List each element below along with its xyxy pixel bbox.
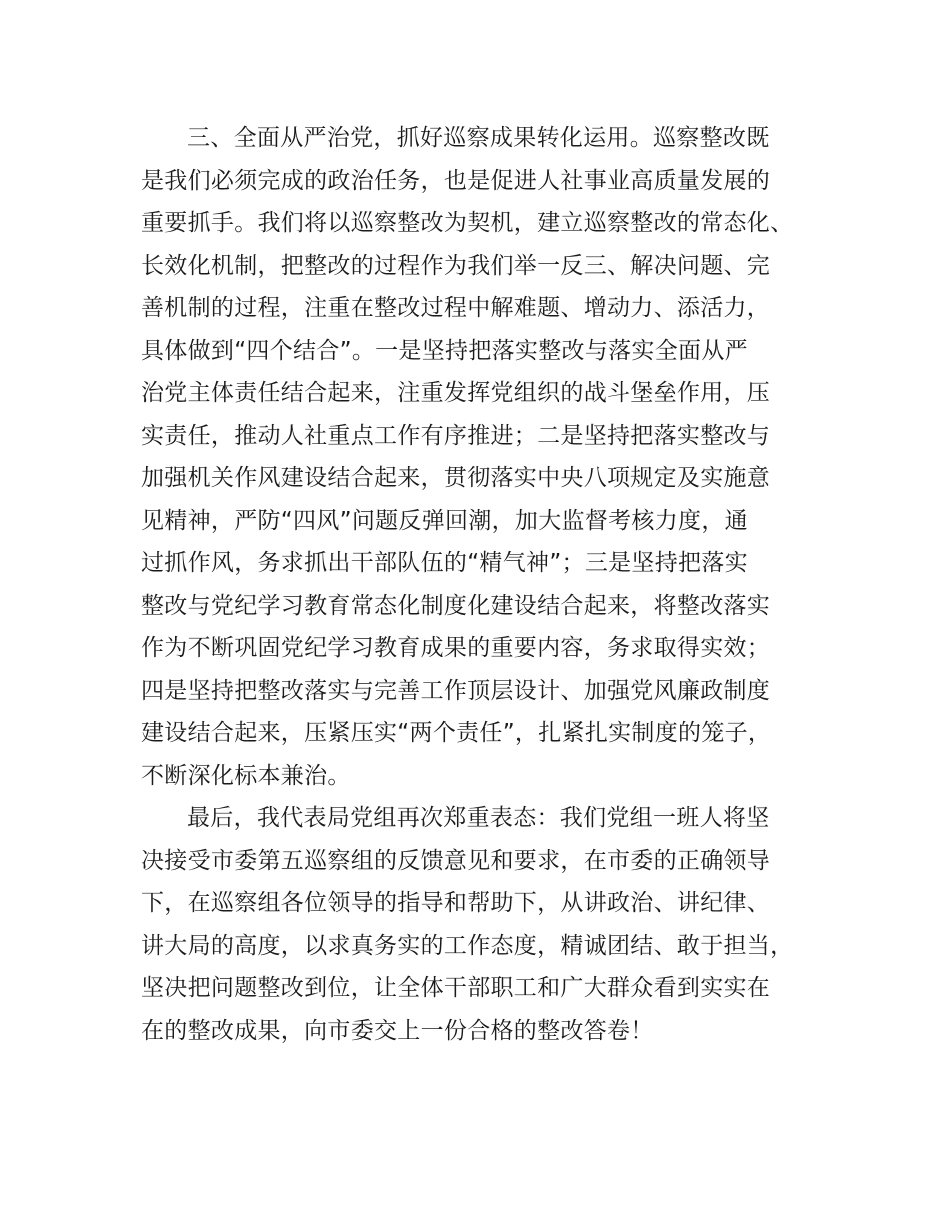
text-line: 整改与党纪学习教育常态化制度化建设结合起来，将整改落实 xyxy=(141,592,771,619)
text-line: 具体做到“四个结合”。一是坚持把落实整改与落实全面从严 xyxy=(141,337,748,364)
text-line: 决接受市委第五巡察组的反馈意见和要求，在市委的正确领导 xyxy=(141,847,771,874)
text-line: 建设结合起来，压紧压实“两个责任”，扎紧扎实制度的笼子， xyxy=(141,720,772,746)
text-line: 坚决把问题整改到位，让全体干部职工和广大群众看到实实在 xyxy=(141,975,771,1001)
text-line: 四是坚持把整改落实与完善工作顶层设计、加强党风廉政制度 xyxy=(141,677,771,704)
text-line: 实责任，推动人社重点工作有序推进；二是坚持把落实整改与 xyxy=(141,422,771,449)
text-line: 下，在巡察组各位领导的指导和帮助下，从讲政治、讲纪律、 xyxy=(141,890,771,916)
text-line: 长效化机制，把整改的过程作为我们举一反三、解决问题、完 xyxy=(141,252,771,279)
text-line: 过抓作风，务求抓出干部队伍的“精气神”；三是坚持把落实 xyxy=(141,550,748,576)
text-line: 见精神，严防“四风”问题反弹回潮，加大监督考核力度，通 xyxy=(141,507,748,534)
text-line: 是我们必须完成的政治任务，也是促进人社事业高质量发展的 xyxy=(141,167,771,194)
paragraph-inspection-rectification xyxy=(141,117,831,797)
text-line: 加强机关作风建设结合起来，贯彻落实中央八项规定及实施意 xyxy=(141,465,771,491)
text-line: 重要抓手。我们将以巡察整改为契机，建立巡察整改的常态化、 xyxy=(141,210,794,236)
text-line: 讲大局的高度，以求真务实的工作态度，精诚团结、敢于担当， xyxy=(141,932,794,959)
text-line: 不断深化标本兼治。 xyxy=(141,762,351,789)
document-body xyxy=(141,117,831,1052)
text-line: 最后，我代表局党组再次郑重表态：我们党组一班人将坚 xyxy=(187,805,770,831)
text-line: 治党主体责任结合起来，注重发挥党组织的战斗堡垒作用，压 xyxy=(141,380,771,406)
paragraph-closing-statement xyxy=(141,797,831,1052)
text-line: 作为不断巩固党纪学习教育成果的重要内容，务求取得实效； xyxy=(141,635,771,661)
text-line: 在的整改成果，向市委交上一份合格的整改答卷！ xyxy=(141,1017,654,1044)
text-line: 三、全面从严治党，抓好巡察成果转化运用。巡察整改既 xyxy=(187,125,770,151)
text-line: 善机制的过程，注重在整改过程中解难题、增动力、添活力， xyxy=(141,295,771,321)
